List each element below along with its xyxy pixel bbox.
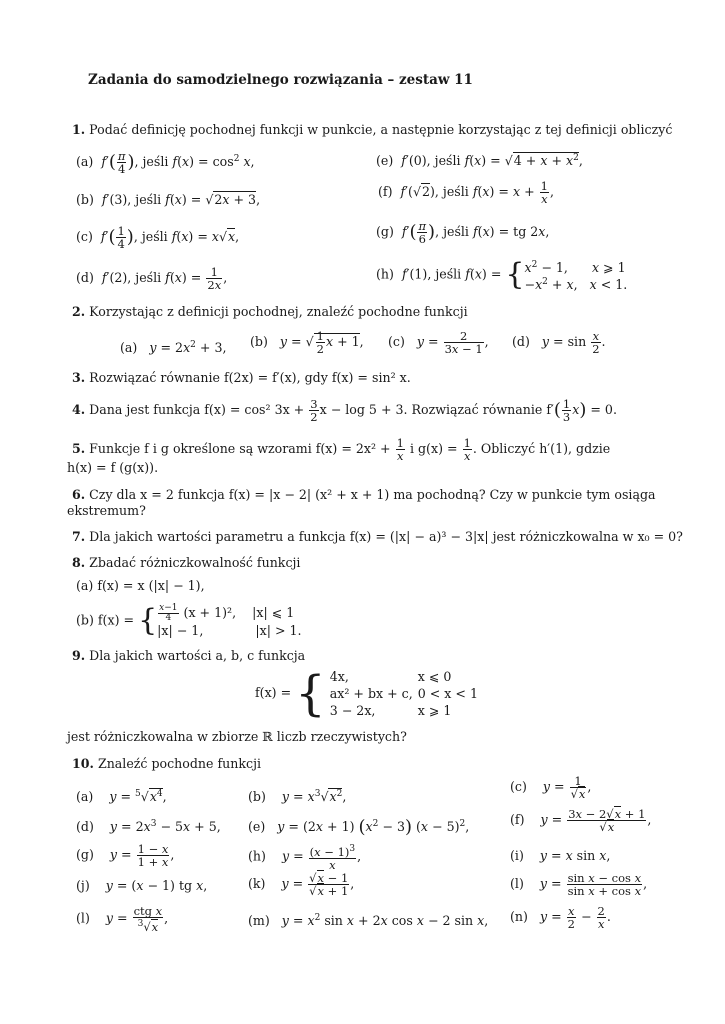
problem-number: 8.: [72, 555, 86, 570]
problem-text: . Obliczyć h′(1), gdzie: [472, 441, 611, 456]
problem-number: 3.: [72, 370, 86, 385]
problem-7: [72, 529, 683, 545]
problem-5: 5. Funkcje f i g określone są wzorami f(x) = 2x² + $\frac{1}{x}$ i g(x) = $\frac{1}{x}$ . Obliczyć h′(1), gdzie: [72, 436, 611, 463]
case-cond: |x| > 1.: [255, 623, 302, 638]
item-1a: (a) f′( $\frac{\pi}{4}$ ), jeśli $f(x) = \cos^2 x$,: [76, 149, 255, 176]
item-1e: (e) f′(0), jeśli $f(x) = √4 + x + x^2$,: [376, 153, 583, 169]
lhs: f(x) =: [255, 685, 292, 700]
case-expr: (x + 1)²,: [183, 605, 237, 620]
item-10d: (d) $y = 2x^3 - 5x + 5$,: [76, 819, 221, 835]
problem-number: 9.: [72, 648, 86, 663]
item-2a: (a) $y = 2x^2 + 3$,: [120, 340, 227, 356]
problem-1: [72, 122, 672, 138]
problem-9-after: jest różniczkowalna w zbiorze ℝ liczb rzeczywistych?: [67, 729, 407, 744]
case-cond: x ⩽ 0: [417, 669, 452, 684]
case-cond: 0 < x < 1: [417, 686, 478, 701]
item-10h: (h) y = $\frac{(x - 1)^3}{x}$ ,: [248, 844, 362, 872]
case-expr: |x| − 1,: [157, 623, 204, 638]
problem-number: 7.: [72, 529, 86, 544]
item-10a: (a) $y = ^5√x^4$,: [76, 789, 167, 805]
item-10j: (j) y = (x − 1) tg x,: [76, 878, 208, 893]
item-2c: (c) y = $\frac{2}{3x - 1}$ ,: [388, 329, 489, 356]
case-cond: |x| ⩽ 1: [252, 605, 295, 620]
item-label: (b) f(x) =: [76, 612, 135, 628]
problem-text: Podać definicję pochodnej funkcji w punkcie, a następnie korzystając z tej definicji obliczyć: [89, 122, 673, 137]
page-title: Zadania do samodzielnego rozwiązania – zestaw 11: [88, 72, 473, 88]
case-cond: x ⩾ 1: [417, 703, 452, 718]
problem-8: [72, 555, 300, 571]
problem-number: 6.: [72, 487, 86, 502]
problem-number: 10.: [72, 756, 94, 771]
problem-text: Czy dla x = 2 funkcja f(x) = |x − 2| (x² + x + 1) ma pochodną? Czy w punkcie tym osiąga: [89, 487, 656, 502]
item-10n: (n) y = $\frac{x}{2}$ − $\frac{2}{x}$ .: [510, 904, 611, 931]
case-expr: ax² + bx + c,: [329, 686, 413, 701]
problem-number: 1.: [72, 122, 86, 137]
problem-9: [72, 648, 305, 664]
problem-text: Funkcje f i g określone są wzorami f(x) = 2x² +: [89, 441, 391, 456]
problem-5-line2: h(x) = f (g(x)).: [67, 460, 159, 475]
problem-number: 4.: [72, 402, 86, 417]
problem-10: [72, 756, 261, 772]
item-8a: (a) f(x) = x (|x| − 1),: [76, 578, 205, 593]
problem-text: Korzystając z definicji pochodnej, znaleźć pochodne funkcji: [89, 304, 468, 319]
problem-text: x − log 5 + 3. Rozwiązać równanie f′: [319, 402, 554, 417]
item-10f: (f) y = $\frac{3x - 2√x + 1}{√x}$ ,: [510, 807, 652, 834]
item-10g: (g) y = $\frac{1 - x}{1 + x}$ ,: [76, 842, 175, 869]
item-10c: (c) y = $\frac{1}{√x}$ ,: [510, 774, 592, 801]
problem-text: Dla jakich wartości a, b, c funkcja: [89, 648, 306, 663]
item-10i: (i) y = x sin x,: [510, 848, 611, 863]
problem-text: = 0.: [590, 402, 617, 417]
problem-3: [72, 370, 411, 386]
item-10l1: (l) y = $\frac{\text{sin x − cos x}}{\text{sin x + cos x}}$ ,: [510, 871, 648, 898]
item-8b: (b) f(x) = { $\frac{x-1}{4}$ (x + 1)², |x| ⩽ 1 |x| − 1, |x| > 1.: [76, 603, 302, 638]
problem-4: 4. Dana jest funkcja f(x) = cos² 3x + $\frac{3}{2}$ x − log 5 + 3. Rozwiązać równanie f′( $\frac{1}{3}$ x) = 0.: [72, 397, 617, 424]
problem-2: [72, 304, 468, 320]
item-1d: (d) f′(2), jeśli f(x) = $\frac{1}{2x}$ ,: [76, 265, 228, 292]
problem-number: 2.: [72, 304, 86, 319]
item-1f: (f) f′(√2), jeśli f(x) = x + $\frac{1}{x}$ ,: [378, 179, 555, 206]
item-10k: (k) y = $\frac{√x - 1}{√x + 1}$ ,: [248, 871, 355, 898]
item-1c: (c) f′( $\frac{1}{4}$ ), jeśli f(x) = x√x,: [76, 224, 240, 251]
item-1b: (b) f′(3), jeśli f(x) = √2x + 3,: [76, 192, 261, 207]
item-10e: (e) y = (2x + 1) $(x^2 - 3) (x - 5)^2$,: [248, 816, 470, 838]
piecewise-9: f(x) = { 4x, x ⩽ 0 ax² + bx + c, 0 < x < 1 3 − 2x, x ⩾ 1: [255, 665, 478, 722]
case-expr: 4x,: [329, 669, 349, 684]
problem-6: [72, 487, 656, 503]
case-expr: 3 − 2x,: [329, 703, 376, 718]
problem-text: i g(x) =: [409, 441, 458, 456]
problem-text: Dla jakich wartości parametru a funkcja f(x) = (|x| − a)³ − 3|x| jest różniczkowalna w x₀ = 0?: [89, 529, 683, 544]
problem-text: Dana jest funkcja f(x) = cos² 3x +: [89, 402, 305, 417]
problem-number: 5.: [72, 441, 86, 456]
problem-text: Znaleźć pochodne funkcji: [97, 756, 261, 771]
item-2d: (d) y = sin $\frac{x}{2}$ .: [512, 329, 606, 356]
item-10l2: (l) y = $\frac{\text{ctg x}}{^3√x}$ ,: [76, 904, 169, 934]
problem-text: Zbadać różniczkowalność funkcji: [89, 555, 301, 570]
item-10m: (m) $y = x^2$ sin x + 2x cos x − 2 sin x,: [248, 913, 489, 929]
item-2b: (b) y = √ $\frac{1}{2}$ x + 1,: [250, 329, 364, 356]
problem-6-line2: ekstremum?: [67, 503, 146, 518]
problem-text: Rozwiązać równanie f(2x) = f′(x), gdy f(x) = sin² x.: [89, 370, 411, 385]
item-1h: (h) f′(1), jeśli f(x) = { $x^2 - 1$, x ⩾ 1 $-x^2 + x$, x < 1.: [376, 257, 628, 293]
item-10b: (b) $y = x^3√x^2$,: [248, 789, 347, 805]
item-1g: (g) f′( $\frac{\pi}{6}$ ), jeśli f(x) = tg 2x,: [376, 219, 550, 246]
